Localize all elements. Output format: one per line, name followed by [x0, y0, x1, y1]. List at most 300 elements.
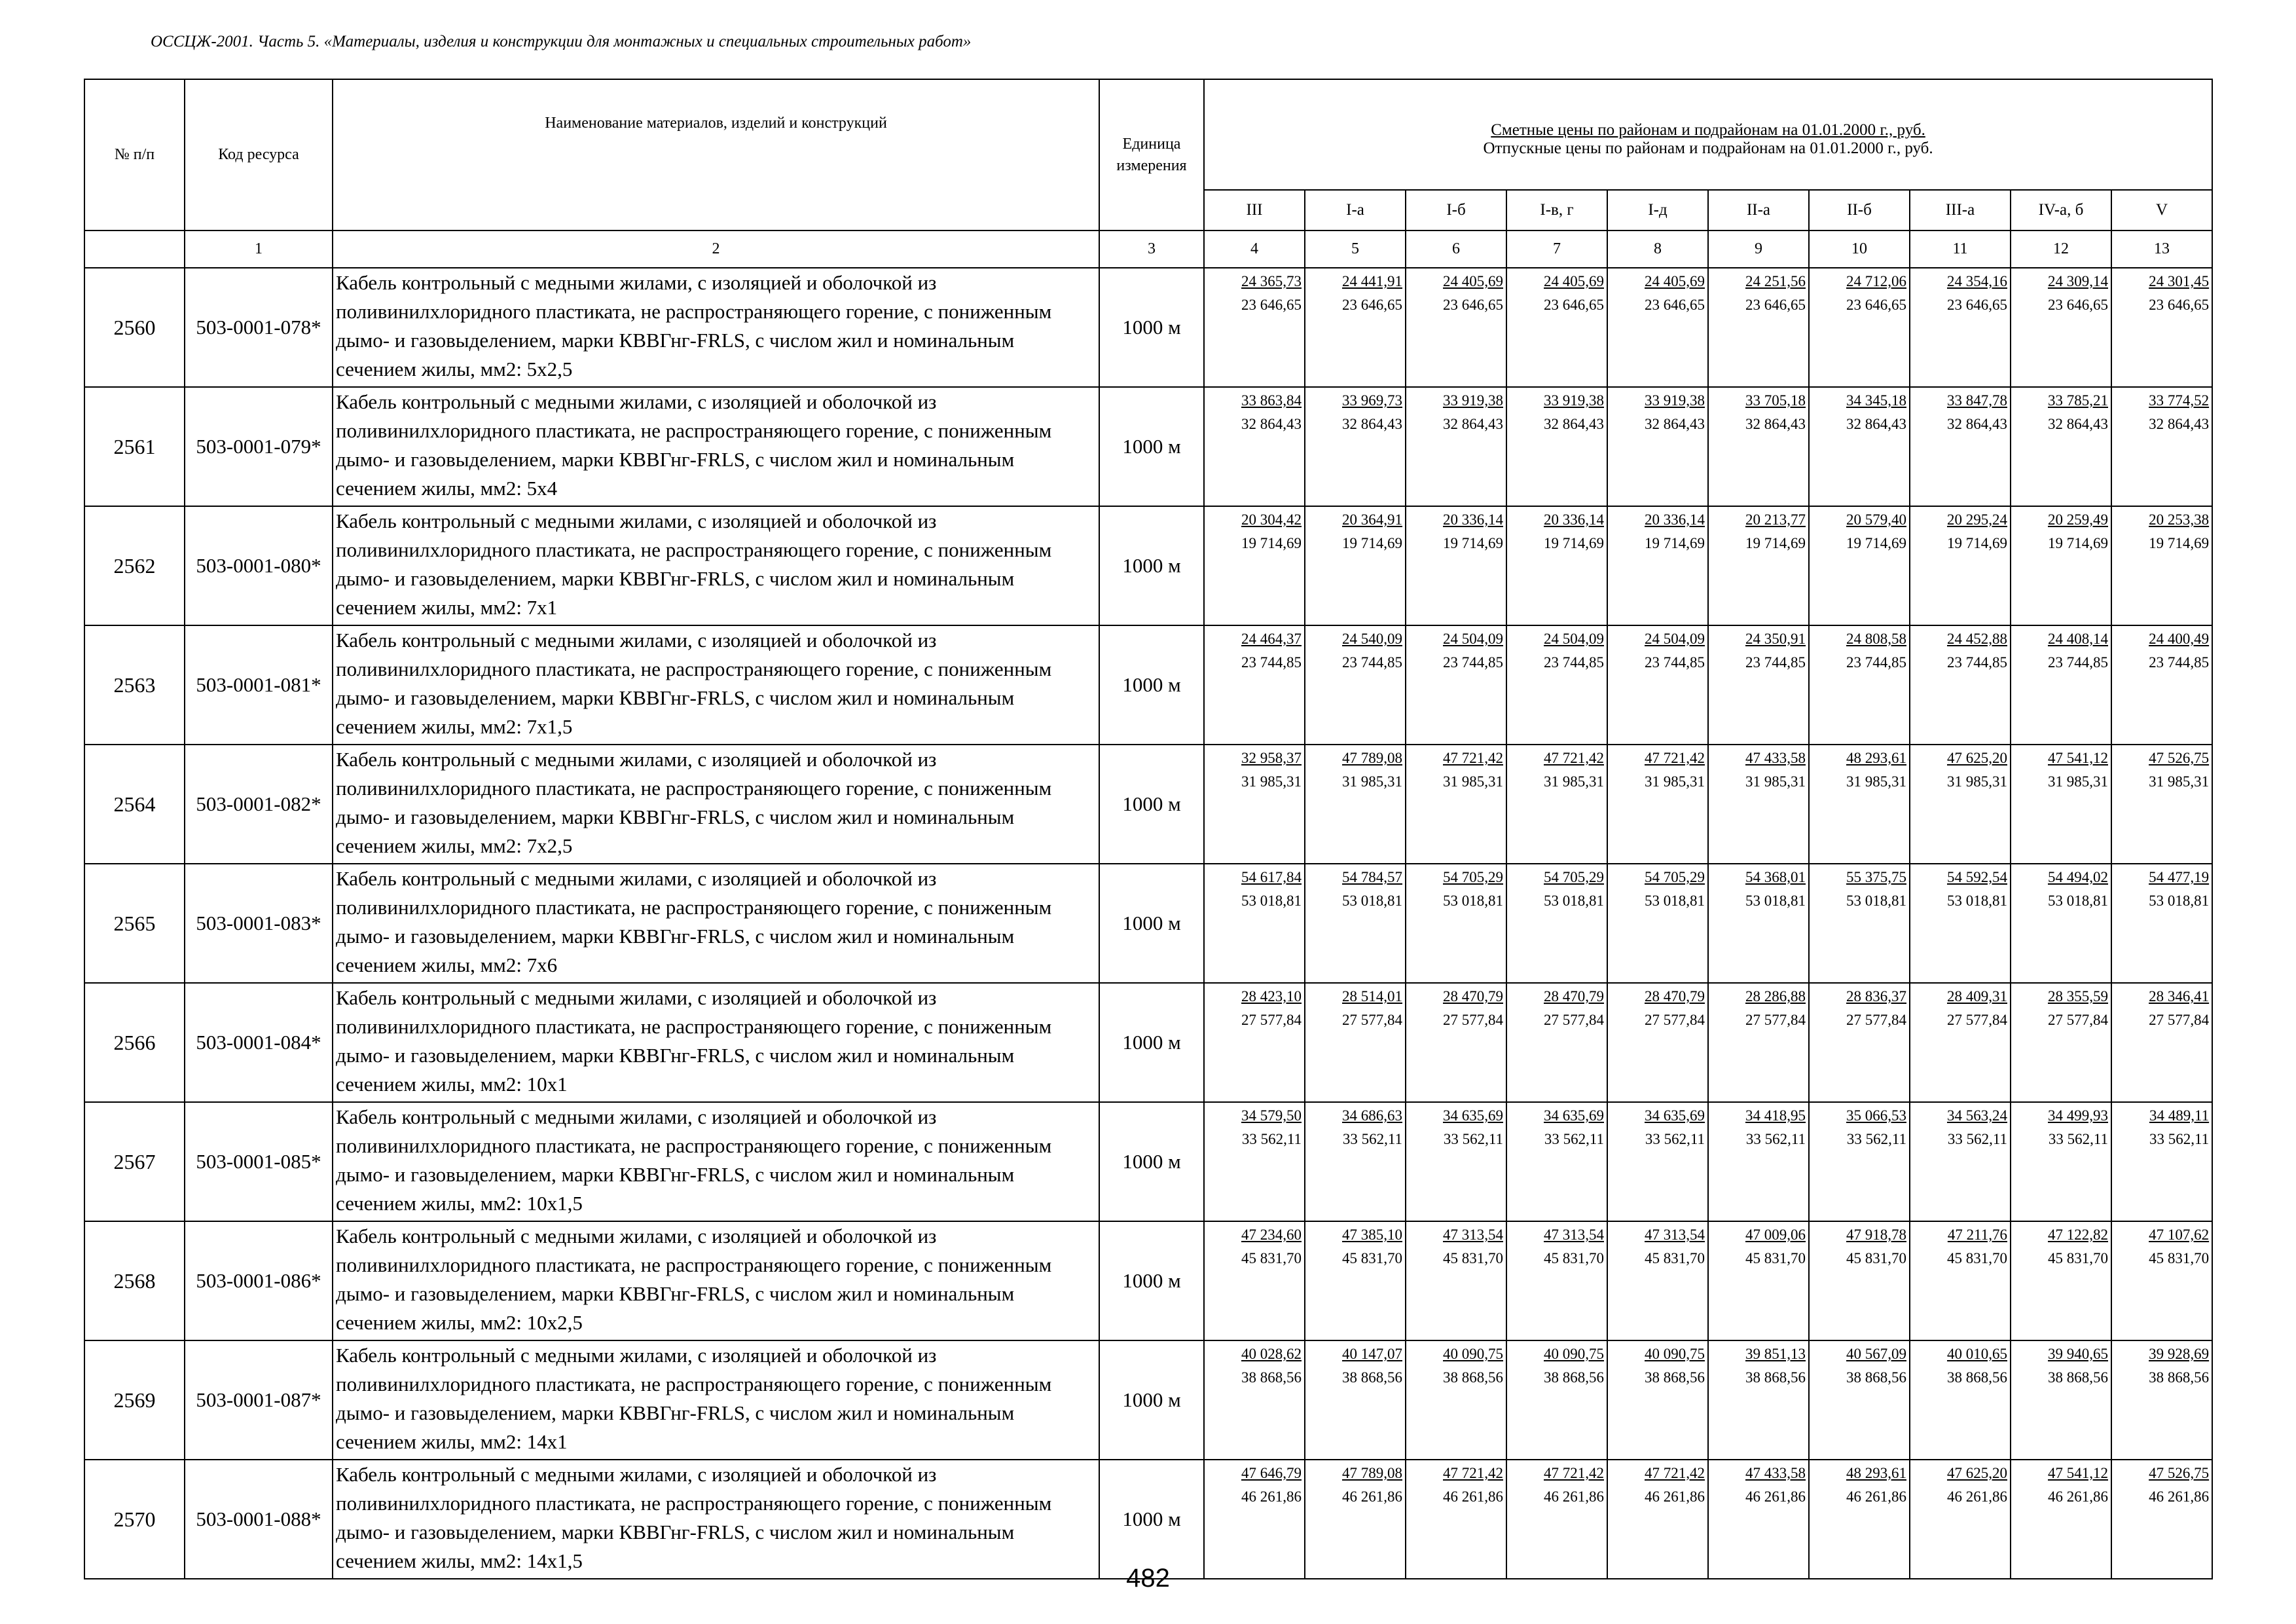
release-price: 46 261,86: [1544, 1488, 1604, 1505]
estimate-price: 33 863,84: [1241, 392, 1302, 409]
estimate-price: 47 541,12: [2048, 1465, 2108, 1481]
estimate-price: 24 251,56: [1745, 273, 1806, 289]
resource-code: 503-0001-088*: [185, 1460, 333, 1579]
price-cell: [2111, 983, 2212, 1102]
row-number: 2569: [84, 1340, 185, 1460]
release-price: 31 985,31: [1544, 773, 1604, 790]
release-price: 38 868,56: [2149, 1369, 2210, 1386]
price-cell: [1607, 1460, 1708, 1579]
estimate-price: 24 405,69: [1544, 273, 1604, 289]
release-price: 53 018,81: [1241, 893, 1302, 909]
column-number: 8: [1607, 231, 1708, 268]
estimate-price: 24 365,73: [1241, 273, 1302, 289]
price-cell: [1809, 745, 1910, 864]
release-price: 38 868,56: [1645, 1369, 1705, 1386]
estimate-price: 47 625,20: [1947, 750, 2007, 766]
estimate-price: 55 375,75: [1846, 869, 1906, 885]
estimate-price: 48 293,61: [1846, 1465, 1906, 1481]
estimate-price: 33 919,38: [1645, 392, 1705, 409]
row-number: 2561: [84, 387, 185, 506]
price-cell: [1708, 745, 1809, 864]
release-price: 32 864,43: [1947, 416, 2007, 432]
price-cell: [2011, 387, 2111, 506]
estimate-price: 47 721,42: [1645, 1465, 1705, 1481]
estimate-price: 20 253,38: [2149, 511, 2210, 528]
release-price: 19 714,69: [2149, 535, 2210, 551]
estimate-price: 54 368,01: [1745, 869, 1806, 885]
estimate-price: 33 774,52: [2149, 392, 2210, 409]
price-cell: [1809, 1340, 1910, 1460]
release-price: 19 714,69: [1947, 535, 2007, 551]
price-cell: [1708, 268, 1809, 387]
estimate-price: 47 433,58: [1745, 750, 1806, 766]
table-header-row: [84, 79, 2212, 190]
header-prices: [1204, 79, 2212, 190]
release-price: 33 562,11: [2149, 1131, 2210, 1147]
release-price: 46 261,86: [2048, 1488, 2108, 1505]
price-cell: [1506, 1340, 1607, 1460]
price-cell: [1305, 268, 1406, 387]
price-cell: [1204, 1102, 1305, 1221]
release-price: 45 831,70: [1443, 1250, 1503, 1266]
release-price: 33 562,11: [1443, 1131, 1503, 1147]
estimate-price: 24 464,37: [1241, 631, 1302, 647]
table-row: [84, 1102, 2212, 1221]
release-price: 23 646,65: [1544, 297, 1604, 313]
price-cell: [1406, 1340, 1506, 1460]
release-price: 38 868,56: [1846, 1369, 1906, 1386]
page-number: 482: [1126, 1564, 1170, 1593]
price-cell: [1910, 625, 2011, 745]
estimate-price: 20 336,14: [1645, 511, 1705, 528]
column-number: 11: [1910, 231, 2011, 268]
estimate-price: 24 504,09: [1443, 631, 1503, 647]
estimate-price: 47 789,08: [1342, 1465, 1402, 1481]
estimate-price: 33 705,18: [1745, 392, 1806, 409]
material-name: Кабель контрольный с медными жилами, с изоляцией и оболочкой из поливинилхлоридного пластиката, не распространяющего горение, с пониженным дымо- и газовыделением, марки КВВГнг-FRLS, с числом жил и номинальным сечением жилы, мм2: 10х1,5: [333, 1102, 1099, 1221]
estimate-price: 24 504,09: [1544, 631, 1604, 647]
price-cell: [1204, 625, 1305, 745]
estimate-price: 20 579,40: [1846, 511, 1906, 528]
estimate-price: 24 408,14: [2048, 631, 2108, 647]
price-cell: [1910, 268, 2011, 387]
estimate-price: 24 808,58: [1846, 631, 1906, 647]
price-cell: [1305, 625, 1406, 745]
release-price: 32 864,43: [1745, 416, 1806, 432]
row-number: 2565: [84, 864, 185, 983]
region-header: I-д: [1607, 190, 1708, 231]
estimate-price: 54 617,84: [1241, 869, 1302, 885]
estimate-price: 20 295,24: [1947, 511, 2007, 528]
price-cell: [1406, 1221, 1506, 1340]
estimate-price: 40 090,75: [1645, 1346, 1705, 1362]
resource-code: 503-0001-085*: [185, 1102, 333, 1221]
table-row: [84, 864, 2212, 983]
price-cell: [1607, 268, 1708, 387]
price-cell: [1204, 1460, 1305, 1579]
release-price: 53 018,81: [1544, 893, 1604, 909]
price-cell: [2011, 1340, 2111, 1460]
estimate-price: 47 721,42: [1645, 750, 1705, 766]
price-cell: [1910, 1102, 2011, 1221]
estimate-price: 34 635,69: [1645, 1107, 1705, 1124]
estimate-price: 20 336,14: [1544, 511, 1604, 528]
material-name: Кабель контрольный с медными жилами, с изоляцией и оболочкой из поливинилхлоридного пластиката, не распространяющего горение, с пониженным дымо- и газовыделением, марки КВВГнг-FRLS, с числом жил и номинальным сечением жилы, мм2: 7х1: [333, 506, 1099, 625]
material-name: Кабель контрольный с медными жилами, с изоляцией и оболочкой из поливинилхлоридного пластиката, не распространяющего горение, с пониженным дымо- и газовыделением, марки КВВГнг-FRLS, с числом жил и номинальным сечением жилы, мм2: 5х4: [333, 387, 1099, 506]
region-header: V: [2111, 190, 2212, 231]
material-name: Кабель контрольный с медными жилами, с изоляцией и оболочкой из поливинилхлоридного пластиката, не распространяющего горение, с пониженным дымо- и газовыделением, марки КВВГнг-FRLS, с числом жил и номинальным сечением жилы, мм2: 7х2,5: [333, 745, 1099, 864]
release-price: 23 646,65: [1947, 297, 2007, 313]
unit-of-measure: 1000 м: [1099, 983, 1204, 1102]
price-cell: [1506, 268, 1607, 387]
resource-code: 503-0001-081*: [185, 625, 333, 745]
region-header: III-а: [1910, 190, 2011, 231]
estimate-price: 47 918,78: [1846, 1227, 1906, 1243]
material-name: Кабель контрольный с медными жилами, с изоляцией и оболочкой из поливинилхлоридного пластиката, не распространяющего горение, с пониженным дымо- и газовыделением, марки КВВГнг-FRLS, с числом жил и номинальным сечением жилы, мм2: 5х2,5: [333, 268, 1099, 387]
release-price: 23 744,85: [1342, 654, 1402, 671]
release-price: 53 018,81: [1443, 893, 1503, 909]
estimate-price: 54 477,19: [2149, 869, 2210, 885]
header-unit: Единица измерения: [1099, 79, 1204, 231]
release-price: 31 985,31: [1745, 773, 1806, 790]
estimate-price: 24 354,16: [1947, 273, 2007, 289]
estimate-price: 47 433,58: [1745, 1465, 1806, 1481]
estimate-price: 47 721,42: [1443, 750, 1503, 766]
row-number: 2567: [84, 1102, 185, 1221]
release-price: 31 985,31: [1241, 773, 1302, 790]
release-price: 53 018,81: [1947, 893, 2007, 909]
resource-code: 503-0001-084*: [185, 983, 333, 1102]
estimate-price: 28 836,37: [1846, 988, 1906, 1005]
release-price: 32 864,43: [2048, 416, 2108, 432]
header-no: № п/п: [84, 79, 185, 231]
estimate-price: 39 928,69: [2149, 1346, 2210, 1362]
release-price: 38 868,56: [1745, 1369, 1806, 1386]
release-price: 46 261,86: [1241, 1488, 1302, 1505]
price-cell: [1607, 625, 1708, 745]
price-cell: [1607, 1102, 1708, 1221]
document-title: ОССЦЖ-2001. Часть 5. «Материалы, изделия и конструкции для монтажных и специальных строительных работ»: [151, 33, 972, 50]
price-cell: [1305, 1102, 1406, 1221]
table-row: [84, 1340, 2212, 1460]
price-cell: [1305, 1340, 1406, 1460]
release-price: 31 985,31: [1342, 773, 1402, 790]
price-cell: [1607, 745, 1708, 864]
price-cell: [2111, 1102, 2212, 1221]
price-cell: [1406, 268, 1506, 387]
price-cell: [1204, 864, 1305, 983]
release-price: 27 577,84: [1342, 1012, 1402, 1028]
material-name: Кабель контрольный с медными жилами, с изоляцией и оболочкой из поливинилхлоридного пластиката, не распространяющего горение, с пониженным дымо- и газовыделением, марки КВВГнг-FRLS, с числом жил и номинальным сечением жилы, мм2: 14х1,5: [333, 1460, 1099, 1579]
release-price: 23 744,85: [1947, 654, 2007, 671]
release-price: 27 577,84: [1443, 1012, 1503, 1028]
price-cell: [1809, 1460, 1910, 1579]
estimate-price: 47 541,12: [2048, 750, 2108, 766]
price-cell: [1607, 506, 1708, 625]
release-price: 33 562,11: [1342, 1131, 1402, 1147]
release-price: 45 831,70: [1342, 1250, 1402, 1266]
release-price: 32 864,43: [2149, 416, 2210, 432]
table-row: [84, 387, 2212, 506]
price-cell: [1809, 268, 1910, 387]
estimate-price: 47 646,79: [1241, 1465, 1302, 1481]
release-price: 53 018,81: [1645, 893, 1705, 909]
release-price: 46 261,86: [1745, 1488, 1806, 1505]
price-cell: [2011, 625, 2111, 745]
price-cell: [1607, 983, 1708, 1102]
release-price: 46 261,86: [1645, 1488, 1705, 1505]
row-number: 2568: [84, 1221, 185, 1340]
price-cell: [1506, 1221, 1607, 1340]
table-row: [84, 1460, 2212, 1579]
price-cell: [2011, 745, 2111, 864]
estimate-price: 24 405,69: [1645, 273, 1705, 289]
unit-of-measure: 1000 м: [1099, 864, 1204, 983]
estimate-price: 47 385,10: [1342, 1227, 1402, 1243]
release-price: 33 562,11: [1544, 1131, 1604, 1147]
price-cell: [1910, 864, 2011, 983]
column-number: 10: [1809, 231, 1910, 268]
material-name: Кабель контрольный с медными жилами, с изоляцией и оболочкой из поливинилхлоридного пластиката, не распространяющего горение, с пониженным дымо- и газовыделением, марки КВВГнг-FRLS, с числом жил и номинальным сечением жилы, мм2: 7х6: [333, 864, 1099, 983]
price-cell: [1910, 1221, 2011, 1340]
release-price: 46 261,86: [1846, 1488, 1906, 1505]
estimate-price: 34 635,69: [1443, 1107, 1503, 1124]
price-cell: [2111, 1460, 2212, 1579]
region-header: II-а: [1708, 190, 1809, 231]
price-cell: [1607, 387, 1708, 506]
release-price: 38 868,56: [2048, 1369, 2108, 1386]
estimate-price: 40 567,09: [1846, 1346, 1906, 1362]
release-price: 19 714,69: [1342, 535, 1402, 551]
release-price: 23 744,85: [1241, 654, 1302, 671]
price-cell: [1910, 1340, 2011, 1460]
release-price: 53 018,81: [2149, 893, 2210, 909]
price-cell: [1204, 1340, 1305, 1460]
resource-code: 503-0001-078*: [185, 268, 333, 387]
price-cell: [2011, 864, 2111, 983]
region-header: IV-а, б: [2011, 190, 2111, 231]
release-price: 19 714,69: [2048, 535, 2108, 551]
release-price: 38 868,56: [1544, 1369, 1604, 1386]
estimate-price: 28 355,59: [2048, 988, 2108, 1005]
resource-code: 503-0001-082*: [185, 745, 333, 864]
release-price: 19 714,69: [1846, 535, 1906, 551]
release-price: 23 646,65: [2149, 297, 2210, 313]
price-cell: [1506, 1102, 1607, 1221]
release-price: 33 562,11: [2048, 1131, 2108, 1147]
price-cell: [1506, 1460, 1607, 1579]
price-cell: [1204, 983, 1305, 1102]
price-cell: [2011, 506, 2111, 625]
price-cell: [1305, 983, 1406, 1102]
release-price: 45 831,70: [1947, 1250, 2007, 1266]
estimate-price: 20 304,42: [1241, 511, 1302, 528]
price-cell: [1809, 506, 1910, 625]
price-cell: [1204, 268, 1305, 387]
release-price: 45 831,70: [1846, 1250, 1906, 1266]
price-cell: [1607, 1340, 1708, 1460]
row-number: 2563: [84, 625, 185, 745]
release-price: 53 018,81: [2048, 893, 2108, 909]
price-cell: [1910, 745, 2011, 864]
unit-of-measure: 1000 м: [1099, 1340, 1204, 1460]
price-cell: [2011, 268, 2111, 387]
release-price: 33 562,11: [1846, 1131, 1906, 1147]
estimate-price: 24 350,91: [1745, 631, 1806, 647]
price-cell: [1506, 387, 1607, 506]
estimate-price: 54 705,29: [1544, 869, 1604, 885]
price-cell: [1910, 506, 2011, 625]
estimate-price: 33 919,38: [1544, 392, 1604, 409]
estimate-price: 33 969,73: [1342, 392, 1402, 409]
column-number: 3: [1099, 231, 1204, 268]
release-price: 53 018,81: [1846, 893, 1906, 909]
estimate-price: 47 721,42: [1544, 1465, 1604, 1481]
release-price: 45 831,70: [1645, 1250, 1705, 1266]
estimate-price: 47 721,42: [1544, 750, 1604, 766]
column-number: 4: [1204, 231, 1305, 268]
region-header: III: [1204, 190, 1305, 231]
release-price: 38 868,56: [1342, 1369, 1402, 1386]
resource-code: 503-0001-087*: [185, 1340, 333, 1460]
price-cell: [1809, 864, 1910, 983]
estimate-price: 47 313,54: [1544, 1227, 1604, 1243]
release-price: 27 577,84: [2149, 1012, 2210, 1028]
price-cell: [1708, 1221, 1809, 1340]
release-price: 45 831,70: [1241, 1250, 1302, 1266]
resource-code: 503-0001-083*: [185, 864, 333, 983]
estimate-price: 33 785,21: [2048, 392, 2108, 409]
release-price: 53 018,81: [1342, 893, 1402, 909]
column-numbers-row: [84, 231, 2212, 268]
price-table-body: [84, 79, 2212, 1579]
release-price: 31 985,31: [1846, 773, 1906, 790]
release-price: 27 577,84: [1544, 1012, 1604, 1028]
release-price: 27 577,84: [1745, 1012, 1806, 1028]
estimate-price: 54 784,57: [1342, 869, 1402, 885]
estimate-price: 33 847,78: [1947, 392, 2007, 409]
region-header: I-б: [1406, 190, 1506, 231]
estimate-price: 34 345,18: [1846, 392, 1906, 409]
price-cell: [1406, 1102, 1506, 1221]
price-cell: [1708, 1102, 1809, 1221]
unit-of-measure: 1000 м: [1099, 1221, 1204, 1340]
estimate-price: 34 686,63: [1342, 1107, 1402, 1124]
price-cell: [2011, 983, 2111, 1102]
price-cell: [1406, 864, 1506, 983]
release-price: 45 831,70: [2149, 1250, 2210, 1266]
estimate-price: 28 346,41: [2149, 988, 2210, 1005]
estimate-price: 34 418,95: [1745, 1107, 1806, 1124]
price-cell: [1506, 983, 1607, 1102]
row-number: 2562: [84, 506, 185, 625]
column-number-empty: [84, 231, 185, 268]
table-row: [84, 506, 2212, 625]
price-cell: [1809, 1221, 1910, 1340]
estimate-price: 20 259,49: [2048, 511, 2108, 528]
price-cell: [2111, 268, 2212, 387]
release-price: 27 577,84: [1645, 1012, 1705, 1028]
price-cell: [2111, 1221, 2212, 1340]
unit-of-measure: 1000 м: [1099, 268, 1204, 387]
price-cell: [1809, 625, 1910, 745]
estimate-price: 54 494,02: [2048, 869, 2108, 885]
estimate-price: 24 712,06: [1846, 273, 1906, 289]
release-price: 38 868,56: [1947, 1369, 2007, 1386]
estimate-price: 28 470,79: [1645, 988, 1705, 1005]
table-row: [84, 983, 2212, 1102]
row-number: 2564: [84, 745, 185, 864]
price-cell: [1809, 387, 1910, 506]
estimate-price: 20 364,91: [1342, 511, 1402, 528]
table-row: [84, 625, 2212, 745]
estimate-price: 20 213,77: [1745, 511, 1806, 528]
estimate-price: 54 705,29: [1645, 869, 1705, 885]
estimate-price: 47 313,54: [1443, 1227, 1503, 1243]
price-cell: [1204, 1221, 1305, 1340]
release-price: 38 868,56: [1241, 1369, 1302, 1386]
estimate-price: 47 313,54: [1645, 1227, 1705, 1243]
price-cell: [1506, 745, 1607, 864]
region-header: I-а: [1305, 190, 1406, 231]
release-price: 46 261,86: [1443, 1488, 1503, 1505]
release-price: 23 744,85: [1745, 654, 1806, 671]
release-price: 19 714,69: [1645, 535, 1705, 551]
estimate-price: 39 940,65: [2048, 1346, 2108, 1362]
estimate-price: 47 526,75: [2149, 750, 2210, 766]
estimate-price: 39 851,13: [1745, 1346, 1806, 1362]
release-price: 31 985,31: [1947, 773, 2007, 790]
estimate-price: 34 499,93: [2048, 1107, 2108, 1124]
release-price: 32 864,43: [1645, 416, 1705, 432]
release-price: 31 985,31: [1443, 773, 1503, 790]
estimate-price: 47 234,60: [1241, 1227, 1302, 1243]
resource-code: 503-0001-086*: [185, 1221, 333, 1340]
price-cell: [1506, 506, 1607, 625]
estimate-price: 47 789,08: [1342, 750, 1402, 766]
release-price: 23 744,85: [1544, 654, 1604, 671]
price-cell: [1910, 1460, 2011, 1579]
release-price: 33 562,11: [1241, 1131, 1302, 1147]
release-price: 23 646,65: [1241, 297, 1302, 313]
material-name: Кабель контрольный с медными жилами, с изоляцией и оболочкой из поливинилхлоридного пластиката, не распространяющего горение, с пониженным дымо- и газовыделением, марки КВВГнг-FRLS, с числом жил и номинальным сечением жилы, мм2: 14х1: [333, 1340, 1099, 1460]
release-price: 23 646,65: [2048, 297, 2108, 313]
estimate-price: 47 625,20: [1947, 1465, 2007, 1481]
material-name: Кабель контрольный с медными жилами, с изоляцией и оболочкой из поливинилхлоридного пластиката, не распространяющего горение, с пониженным дымо- и газовыделением, марки КВВГнг-FRLS, с числом жил и номинальным сечением жилы, мм2: 7х1,5: [333, 625, 1099, 745]
estimate-price: 28 409,31: [1947, 988, 2007, 1005]
price-cell: [1204, 387, 1305, 506]
release-price: 38 868,56: [1443, 1369, 1503, 1386]
price-cell: [1305, 745, 1406, 864]
release-price: 19 714,69: [1544, 535, 1604, 551]
release-price: 32 864,43: [1241, 416, 1302, 432]
estimate-price: 28 514,01: [1342, 988, 1402, 1005]
price-cell: [2111, 745, 2212, 864]
price-cell: [1305, 1460, 1406, 1579]
release-price: 23 744,85: [1443, 654, 1503, 671]
price-cell: [1305, 1221, 1406, 1340]
header-release-prices: Отпускные цены по районам и подрайонам на 01.01.2000 г., руб.: [1483, 139, 1933, 157]
release-price: 53 018,81: [1745, 893, 1806, 909]
price-cell: [1406, 625, 1506, 745]
estimate-price: 35 066,53: [1846, 1107, 1906, 1124]
release-price: 27 577,84: [1241, 1012, 1302, 1028]
price-cell: [1708, 864, 1809, 983]
release-price: 23 646,65: [1443, 297, 1503, 313]
estimate-price: 28 286,88: [1745, 988, 1806, 1005]
release-price: 45 831,70: [2048, 1250, 2108, 1266]
estimate-price: 32 958,37: [1241, 750, 1302, 766]
